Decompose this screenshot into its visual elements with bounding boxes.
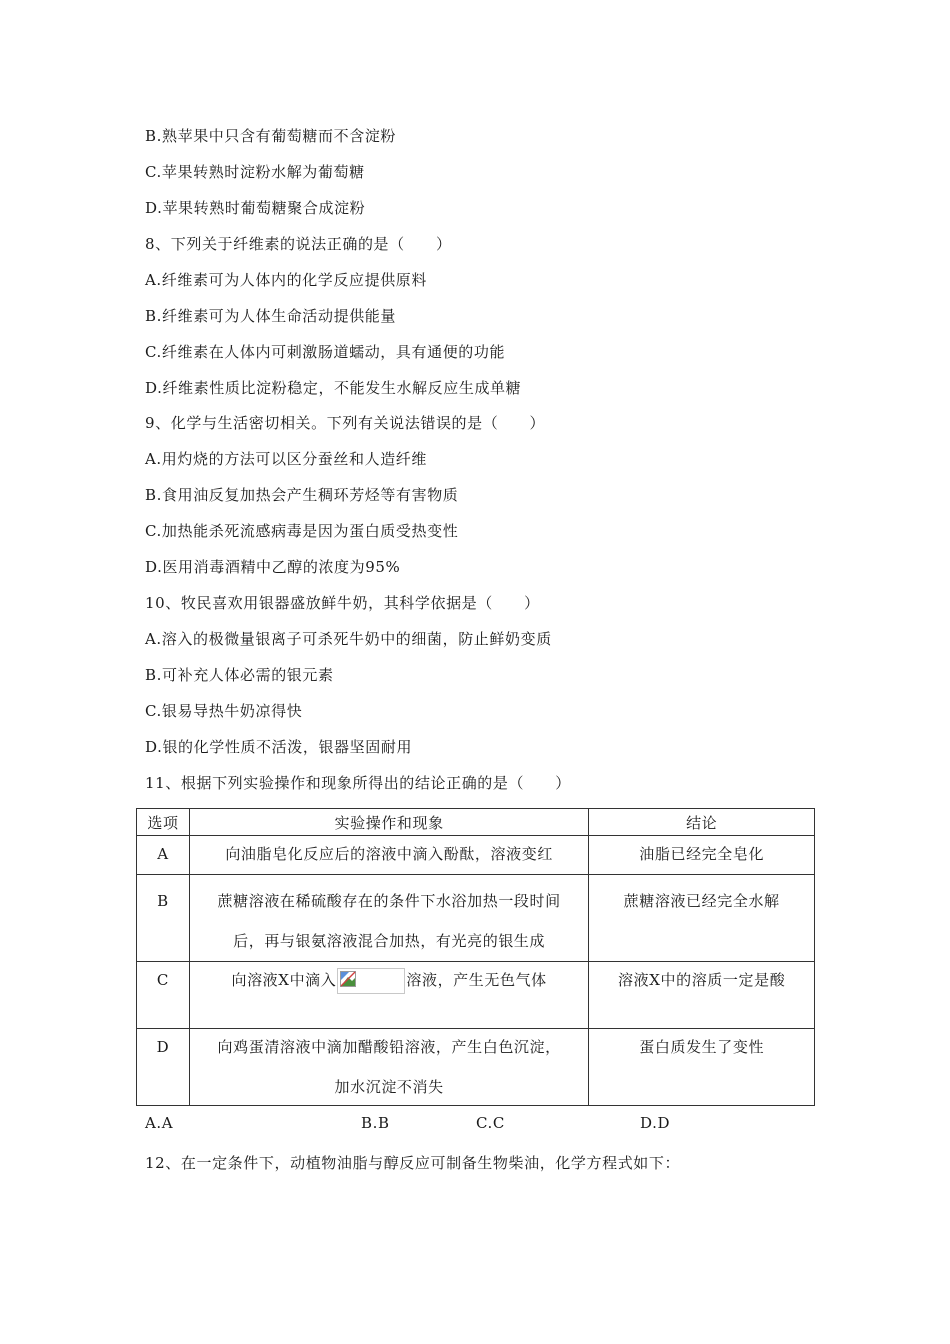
header-conclusion: 结论 <box>589 809 815 836</box>
question-8: 8、下列关于纤维素的说法正确的是（ ） <box>145 235 452 253</box>
answer-b: B.B <box>361 1114 390 1132</box>
row-b-conclusion: 蔗糖溶液已经完全水解 <box>589 875 815 962</box>
header-operation: 实验操作和现象 <box>189 809 588 836</box>
question-10: 10、牧民喜欢用银器盛放鲜牛奶，其科学依据是（ ） <box>145 594 540 612</box>
question-9: 9、化学与生活密切相关。下列有关说法错误的是（ ） <box>145 414 546 432</box>
row-d-operation <box>189 1029 588 1106</box>
q10-option-c: C.银易导热牛奶凉得快 <box>145 702 303 720</box>
q10-option-a: A.溶入的极微量银离子可杀死牛奶中的细菌，防止鲜奶变质 <box>145 630 552 648</box>
question-12: 12、在一定条件下，动植物油脂与醇反应可制备生物柴油，化学方程式如下： <box>145 1154 681 1172</box>
row-a-conclusion: 油脂已经完全皂化 <box>589 836 815 875</box>
row-c-option: C <box>137 962 190 1029</box>
row-b-operation <box>189 875 588 962</box>
row-d-operation-line1: 向鸡蛋清溶液中滴加醋酸铅溶液，产生白色沉淀， <box>217 1038 561 1056</box>
row-c-operation <box>189 962 588 1029</box>
answer-c: C.C <box>476 1114 505 1132</box>
row-d-conclusion: 蛋白质发生了变性 <box>589 1029 815 1106</box>
table-row <box>137 962 815 1029</box>
row-c-operation-pre: 向溶液X中滴入 <box>231 971 337 989</box>
row-a-option: A <box>137 836 190 875</box>
q9-option-c: C.加热能杀死流感病毒是因为蛋白质受热变性 <box>145 522 459 540</box>
line-3: D.苹果转熟时葡萄糖聚合成淀粉 <box>145 199 366 217</box>
q9-option-b: B.食用油反复加热会产生稠环芳烃等有害物质 <box>145 486 459 504</box>
row-d-operation-line2: 加水沉淀不消失 <box>334 1078 444 1096</box>
line-2: C.苹果转熟时淀粉水解为葡萄糖 <box>145 163 365 181</box>
answer-a: A.A <box>145 1114 174 1132</box>
row-b-option: B <box>137 875 190 962</box>
row-b-operation-line1: 蔗糖溶液在稀硫酸存在的条件下水浴加热一段时间 <box>217 892 561 910</box>
table-row <box>137 836 815 875</box>
table-row <box>137 875 815 962</box>
table-row <box>137 1029 815 1106</box>
row-c-conclusion: 溶液X中的溶质一定是酸 <box>589 962 815 1029</box>
table-header-row <box>137 809 815 836</box>
q8-option-c: C.纤维素在人体内可刺激肠道蠕动，具有通便的功能 <box>145 343 506 361</box>
q8-option-d: D.纤维素性质比淀粉稳定，不能发生水解反应生成单糖 <box>145 379 522 397</box>
row-b-operation-line2: 后，再与银氨溶液混合加热，有光亮的银生成 <box>233 932 546 950</box>
header-option: 选项 <box>137 809 190 836</box>
q9-option-d: D.医用消毒酒精中乙醇的浓度为95% <box>145 558 401 576</box>
q10-option-d: D.银的化学性质不活泼，银器坚固耐用 <box>145 738 413 756</box>
question-11: 11、根据下列实验操作和现象所得出的结论正确的是（ ） <box>145 774 571 792</box>
row-a-operation: 向油脂皂化反应后的溶液中滴入酚酞，溶液变红 <box>189 836 588 875</box>
row-c-operation-post: 溶液，产生无色气体 <box>406 971 547 989</box>
broken-image-icon <box>337 968 405 994</box>
q8-option-b: B.纤维素可为人体生命活动提供能量 <box>145 307 396 325</box>
q10-option-b: B.可补充人体必需的银元素 <box>145 666 334 684</box>
experiment-table <box>136 808 815 1106</box>
line-1: B.熟苹果中只含有葡萄糖而不含淀粉 <box>145 127 396 145</box>
q9-option-a: A.用灼烧的方法可以区分蚕丝和人造纤维 <box>145 450 428 468</box>
answer-d: D.D <box>640 1114 671 1132</box>
row-d-option: D <box>137 1029 190 1106</box>
q8-option-a: A.纤维素可为人体内的化学反应提供原料 <box>145 271 428 289</box>
